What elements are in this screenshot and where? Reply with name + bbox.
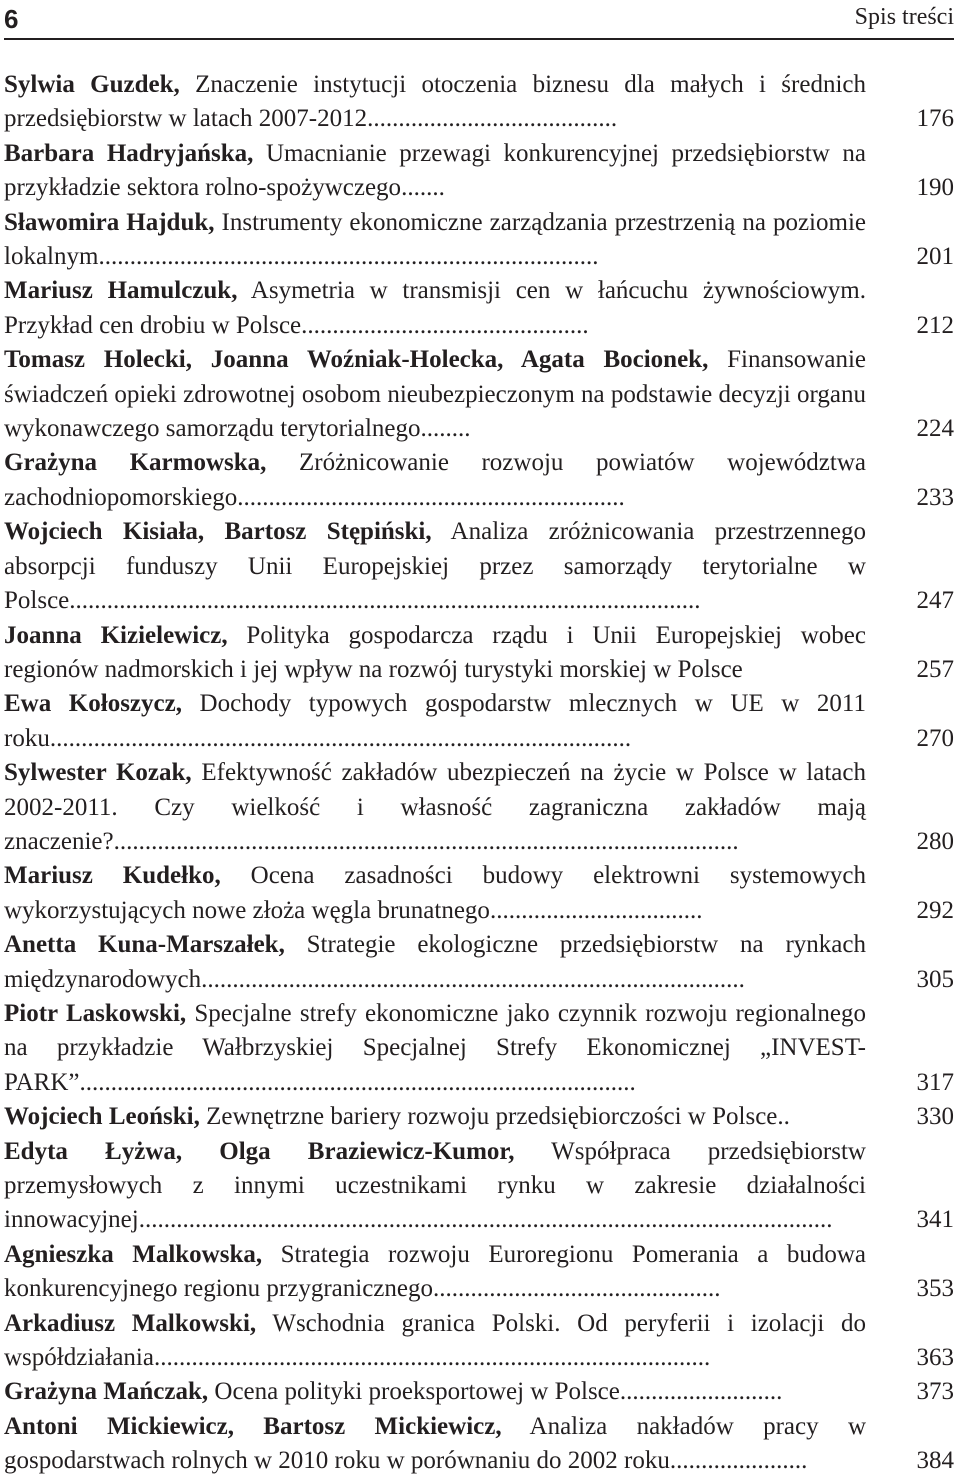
toc-entry <box>4 1100 954 1134</box>
table-of-contents <box>4 68 954 1479</box>
toc-entry-leader-dots: ................................................................................ <box>98 243 599 271</box>
toc-entry-title: Zróżnicowanie rozwoju powiatów województwa zachodniopomorskiego <box>4 449 866 511</box>
toc-entry <box>4 859 954 928</box>
toc-entry-text <box>4 68 866 137</box>
toc-entry-leader-dots: ......................................................................................... <box>153 1344 711 1372</box>
toc-entry <box>4 206 954 275</box>
toc-entry-title: Wschodnia granica Polski. Od peryferii i izolacji do współdziałania <box>4 1309 866 1372</box>
toc-entry-leader-dots: ........ <box>420 415 471 443</box>
toc-entry-leader-dots: .............................................................. <box>237 483 625 511</box>
toc-entry <box>4 137 954 206</box>
toc-entry-author: Edyta Łyżwa, Olga Braziewicz-Kumor, <box>4 1137 515 1165</box>
toc-entry-text <box>4 274 866 343</box>
toc-entry-author: Antoni Mickiewicz, Bartosz Mickiewicz, <box>4 1412 502 1440</box>
toc-entry-author: Agnieszka Malkowska, <box>4 1240 263 1268</box>
toc-entry-page-number: 353 <box>916 1275 954 1303</box>
toc-entry-author: Sylwester Kozak, <box>4 759 192 787</box>
page-header <box>4 0 954 40</box>
toc-entry-title: Analiza nakładów pracy w gospodarstwach rolnych w 2010 roku w porównaniu do 2002 roku <box>4 1412 866 1475</box>
toc-entry-title: Strategie ekologiczne przedsiębiorstw na rynkach międzynarodowych <box>4 931 866 993</box>
toc-entry-title: Instrumenty ekonomiczne zarządzania przestrzenią na poziomie lokalnym <box>4 208 866 271</box>
toc-entry <box>4 928 954 997</box>
toc-entry-title: Ocena zasadności budowy elektrowni systemowych wykorzystujących nowe złoża węgla brunatnego <box>4 862 866 924</box>
toc-entry-text <box>4 997 866 1100</box>
toc-entry-leader-dots: .............................................. <box>433 1275 721 1303</box>
toc-entry-leader-dots: .. <box>777 1103 790 1131</box>
toc-entry-page-number: 373 <box>916 1378 954 1406</box>
toc-entry-page-number: 384 <box>916 1447 954 1475</box>
toc-entry <box>4 1375 954 1409</box>
toc-entry-leader-dots: .............................................. <box>301 311 589 339</box>
toc-entry-leader-dots: ....... <box>401 174 445 202</box>
toc-entry <box>4 446 954 515</box>
toc-entry-title: Finansowanie świadczeń opieki zdrowotnej osobom nieubezpieczonym na podstawie decyzji organu wykonawczego samorządu terytorialnego <box>4 346 866 443</box>
toc-entry-title: Dochody typowych gospodarstw mlecznych w UE w 2011 roku <box>4 690 866 752</box>
toc-entry-text <box>4 928 866 997</box>
toc-entry-page-number: 190 <box>916 174 954 202</box>
toc-entry-page-number: 305 <box>916 965 954 993</box>
toc-entry-author: Anetta Kuna-Marszałek, <box>4 931 285 959</box>
toc-entry-title: Polityka gospodarcza rządu i Unii Europejskiej wobec regionów nadmorskich i jej wpływ na rozwój turystyki morskiej w Polsce <box>4 621 866 683</box>
toc-entry-page-number: 224 <box>916 415 954 443</box>
toc-entry <box>4 68 954 137</box>
toc-entry-author: Mariusz Hamulczuk, <box>4 277 238 305</box>
toc-entry-page-number: 280 <box>916 827 954 855</box>
toc-entry-page-number: 247 <box>916 587 954 615</box>
toc-entry <box>4 997 954 1100</box>
toc-entry-leader-dots: ..................................................................................................... <box>69 587 701 615</box>
toc-entry-title: Ocena polityki proeksportowej w Polsce <box>208 1378 620 1406</box>
toc-entry <box>4 687 954 756</box>
toc-entry-leader-dots: ........................................ <box>367 105 618 133</box>
toc-entry-title: Specjalne strefy ekonomiczne jako czynnik rozwoju regionalnego na przykładzie Wałbrzyskiej Specjalnej Strefy Ekonomicznej „INVEST- PARK” <box>4 999 866 1096</box>
toc-entry-title: Umacnianie przewagi konkurencyjnej przedsiębiorstw na przykładzie sektora rolno-spożywczego <box>4 139 866 202</box>
toc-entry-author: Joanna Kizielewicz, <box>4 621 228 649</box>
toc-entry-author: Arkadiusz Malkowski, <box>4 1309 257 1337</box>
toc-entry-text <box>4 1238 866 1307</box>
toc-entry-page-number: 257 <box>916 655 954 683</box>
toc-entry-author: Tomasz Holecki, Joanna Woźniak-Holecka, Agata Bocionek, <box>4 346 709 374</box>
toc-entry <box>4 274 954 343</box>
toc-entry-author: Wojciech Leoński, <box>4 1103 200 1131</box>
toc-entry-leader-dots: .................................. <box>489 896 703 924</box>
toc-entry-text <box>4 687 866 756</box>
toc-entry-leader-dots: .................................................................................................... <box>113 827 739 855</box>
toc-entry-leader-dots: ............................................................................................. <box>49 724 632 752</box>
toc-entry <box>4 343 954 446</box>
toc-entry-author: Sylwia Guzdek, <box>4 71 180 98</box>
toc-entry-author: Grażyna Mańczak, <box>4 1378 209 1406</box>
toc-entry-text <box>4 1375 866 1409</box>
toc-entry-leader-dots: .......................... <box>619 1378 783 1406</box>
toc-entry-page-number: 363 <box>916 1344 954 1372</box>
toc-entry-title: Analiza zróżnicowania przestrzennego absorpcji funduszy Unii Europejskiej przez samorządy terytorialne w Polsce <box>4 518 866 615</box>
toc-entry <box>4 756 954 859</box>
toc-entry-leader-dots: ............................................................................................................... <box>138 1206 833 1234</box>
toc-entry-title: Strategia rozwoju Euroregionu Pomerania a budowa konkurencyjnego regionu przygranicznego <box>4 1240 866 1303</box>
toc-entry-page-number: 330 <box>916 1103 954 1131</box>
toc-entry-text <box>4 859 866 928</box>
toc-entry-text <box>4 206 866 275</box>
toc-entry-author: Barbara Hadryjańska, <box>4 139 254 167</box>
toc-entry-author: Sławomira Hajduk, <box>4 208 215 236</box>
toc-entry <box>4 1238 954 1307</box>
toc-entry-text <box>4 446 866 515</box>
toc-entry-text <box>4 756 866 859</box>
toc-entry-text <box>4 137 866 206</box>
toc-entry-text <box>4 1410 866 1479</box>
toc-entry <box>4 1135 954 1238</box>
toc-entry-text <box>4 515 866 618</box>
toc-entry-author: Ewa Kołoszycz, <box>4 690 182 718</box>
toc-entry-author: Wojciech Kisiała, Bartosz Stępiński, <box>4 518 432 546</box>
toc-entry <box>4 1410 954 1479</box>
toc-entry-text <box>4 619 866 688</box>
toc-entry-page-number: 201 <box>916 243 954 271</box>
toc-entry-author: Piotr Laskowski, <box>4 999 187 1027</box>
toc-entry <box>4 515 954 618</box>
page-number: 6 <box>4 4 19 34</box>
toc-entry-page-number: 233 <box>916 483 954 511</box>
running-title: Spis treści <box>854 4 954 30</box>
toc-entry <box>4 619 954 688</box>
toc-entry-title: Zewnętrzne bariery rozwoju przedsiębiorczości w Polsce <box>199 1103 778 1131</box>
toc-entry-title: Współpraca przedsiębiorstw przemysłowych z innymi uczestnikami rynku w zakresie działalności innowacyjnej <box>4 1137 866 1234</box>
toc-entry-page-number: 270 <box>916 724 954 752</box>
toc-entry-author: Grażyna Karmowska, <box>4 449 267 477</box>
toc-entry-author: Mariusz Kudełko, <box>4 862 221 890</box>
toc-entry-title: Efektywność zakładów ubezpieczeń na życie w Polsce w latach 2002-2011. Czy wielkość i własność zagraniczna zakładów mają znaczenie? <box>4 759 866 855</box>
toc-entry-page-number: 292 <box>916 896 954 924</box>
toc-entry-text <box>4 1307 866 1376</box>
toc-entry <box>4 1307 954 1376</box>
toc-entry-text <box>4 343 866 446</box>
toc-entry-leader-dots: ......................................................................................... <box>79 1068 636 1096</box>
toc-entry-page-number: 176 <box>916 105 954 133</box>
toc-entry-page-number: 212 <box>916 311 954 339</box>
toc-entry-title: Znaczenie instytucji otoczenia biznesu dla małych i średnich przedsiębiorstw w latach 2007-2012 <box>4 71 866 133</box>
toc-entry-leader-dots: ...................... <box>669 1447 808 1475</box>
toc-entry-title: Asymetria w transmisji cen w łańcuchu żywnościowym. Przykład cen drobiu w Polsce <box>4 277 866 339</box>
toc-entry-page-number: 341 <box>916 1206 954 1234</box>
toc-entry-text <box>4 1135 866 1238</box>
toc-entry-leader-dots: ....................................................................................... <box>201 965 745 993</box>
toc-entry-page-number: 317 <box>916 1068 954 1096</box>
toc-entry-text <box>4 1100 866 1134</box>
